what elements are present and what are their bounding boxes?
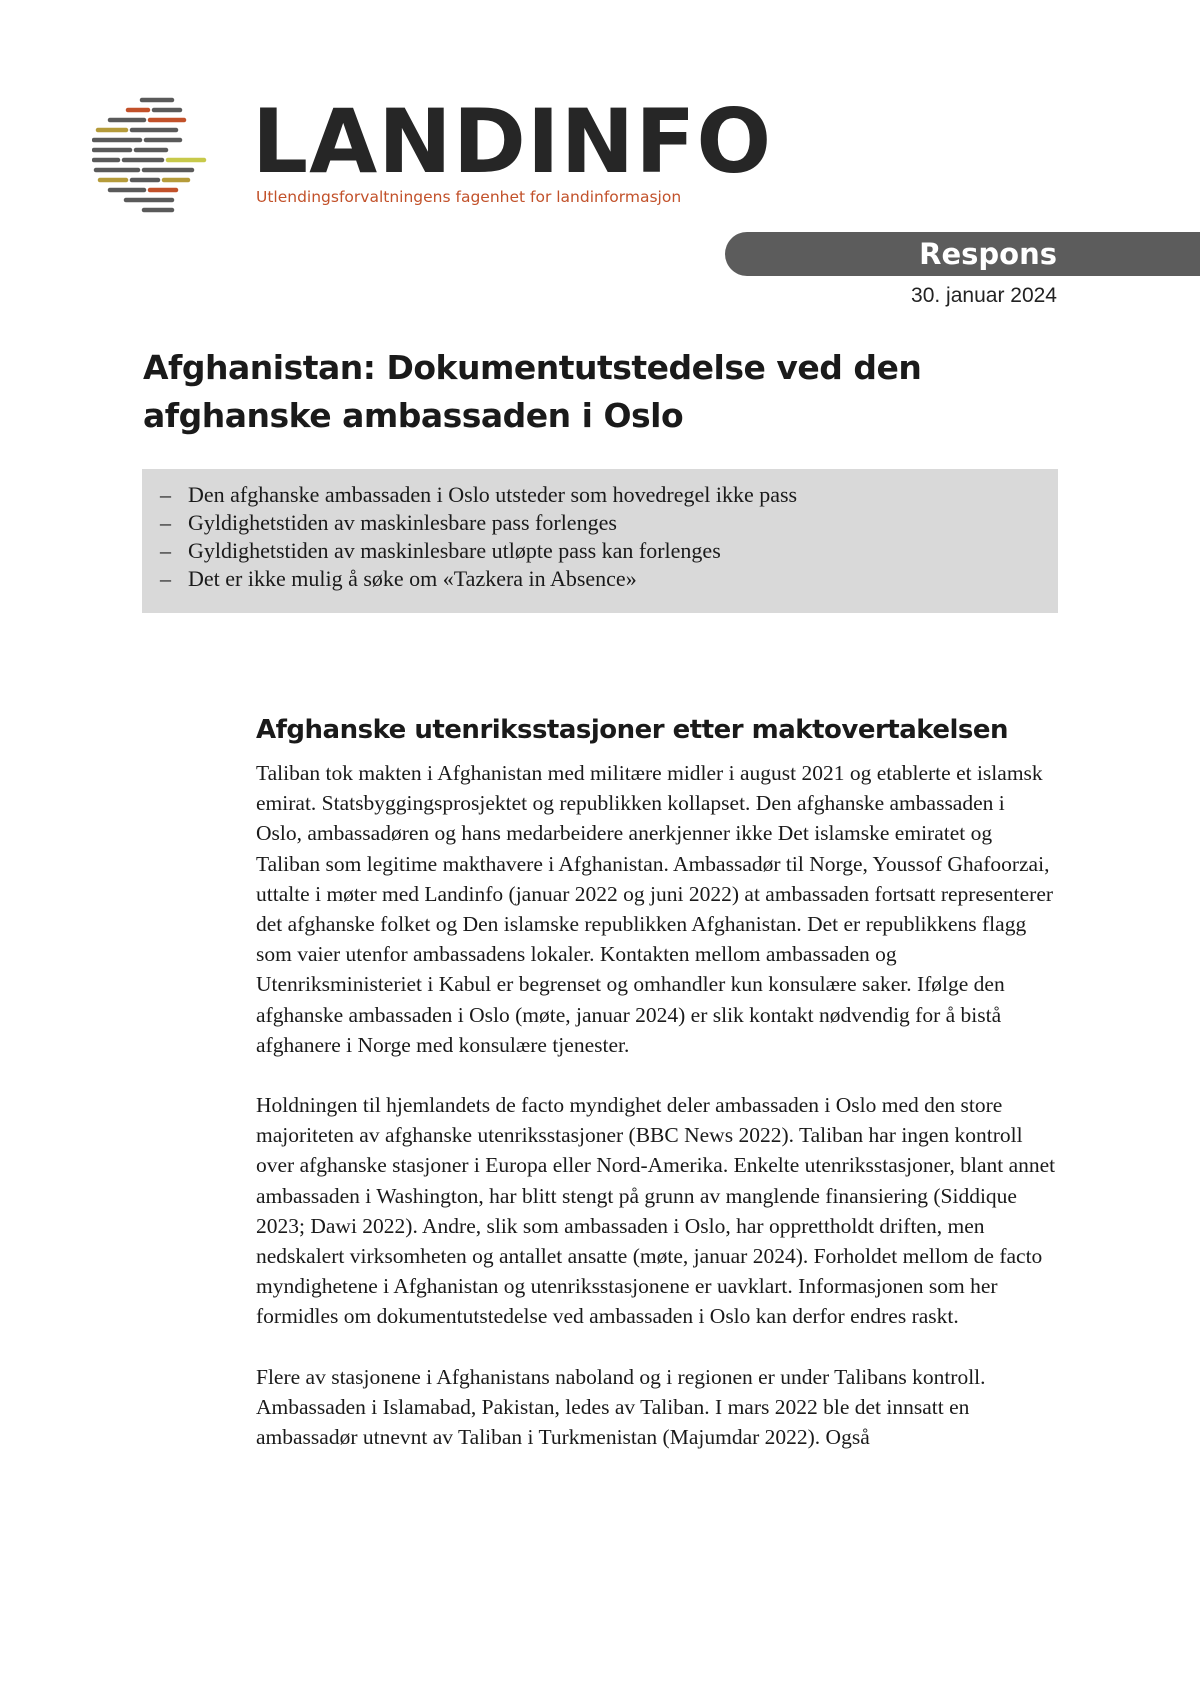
summary-list xyxy=(160,481,1058,593)
dash-bullet: – xyxy=(160,482,171,507)
section-body xyxy=(256,758,1056,1482)
landinfo-logo-mark xyxy=(92,92,242,222)
body-paragraph: Flere av stasjonene i Afghanistans naboland og i regionen er under Talibans kontroll. Ambassaden i Islamabad, Pakistan, ledes av Taliban. I mars 2022 ble det innsatt en ambassadør utnevnt av Taliban i Turkmenistan (Majumdar 2022). Også xyxy=(256,1364,986,1450)
summary-item-text: Den afghanske ambassaden i Oslo utsteder som hovedregel ikke pass xyxy=(188,482,798,507)
document-type-banner xyxy=(725,232,1200,276)
summary-item xyxy=(160,537,1058,565)
body-paragraph: Taliban tok makten i Afghanistan med militære midler i august 2021 og etablerte et islamsk emirat. Statsbyggingsprosjektet og republikken kollapset. Den afghanske ambassaden i Oslo, ambassadøren og hans medarbeidere anerkjenner ikke Det islamske emiratet og Taliban som legitime makthavere i Afghanistan. Ambassadør til Norge, Youssof Ghafoorzai, uttalte i møter med Landinfo (januar 2022 og juni 2022) at ambassaden fortsatt representerer det afghanske folket og Den islamske republikken Afghanistan. Det er republikkens flagg som vaier utenfor ambassadens lokaler. Kontakten mellom ambassaden og Utenriksministeriet i Kabul er begrenset og omhandler kun konsulære saker. Ifølge den afghanske ambassaden i Oslo (møte, januar 2024) er slik kontakt nødvendig for å bistå afghanere i Norge med konsulære tjenester. xyxy=(256,761,1054,1057)
section-heading: Afghanske utenriksstasjoner etter maktovertakelsen xyxy=(256,715,1009,745)
landinfo-logo xyxy=(92,90,773,222)
document-date: 30. januar 2024 xyxy=(911,284,1057,307)
logo-wordmark: LANDINFO xyxy=(252,90,773,193)
document-type-label: Respons xyxy=(919,237,1057,271)
summary-item xyxy=(160,509,1058,537)
summary-item-text: Gyldighetstiden av maskinlesbare pass forlenges xyxy=(188,510,617,535)
summary-item-text: Det er ikke mulig å søke om «Tazkera in Absence» xyxy=(188,566,637,591)
logo-subtitle: Utlendingsforvaltningens fagenhet for landinformasjon xyxy=(256,188,682,206)
body-paragraph: Holdningen til hjemlandets de facto myndighet deler ambassaden i Oslo med den store majoriteten av afghanske utenriksstasjoner (BBC News 2022). Taliban har ingen kontroll over afghanske stasjoner i Europa eller Nord-Amerika. Enkelte utenriksstasjoner, blant annet ambassaden i Washington, har blitt stengt på grunn av manglende finansiering (Siddique 2023; Dawi 2022). Andre, slik som ambassaden i Oslo, har opprettholdt driften, men nedskalert virksomheten og antallet ansatte (møte, januar 2024). Forholdet mellom de facto myndighetene i Afghanistan og utenriksstasjonene er uavklart. Informasjonen som her formidles om dokumentutstedelse ved ambassaden i Oslo kan derfor endres raskt. xyxy=(256,1093,1056,1329)
dash-bullet: – xyxy=(160,538,171,563)
summary-item-text: Gyldighetstiden av maskinlesbare utløpte pass kan forlenges xyxy=(188,538,721,563)
summary-item xyxy=(160,565,1058,593)
summary-item xyxy=(160,481,1058,509)
dash-bullet: – xyxy=(160,566,171,591)
dash-bullet: – xyxy=(160,510,171,535)
document-title: Afghanistan: Dokumentutstedelse ved den afghanske ambassaden i Oslo xyxy=(143,348,922,435)
summary-box xyxy=(142,469,1058,613)
